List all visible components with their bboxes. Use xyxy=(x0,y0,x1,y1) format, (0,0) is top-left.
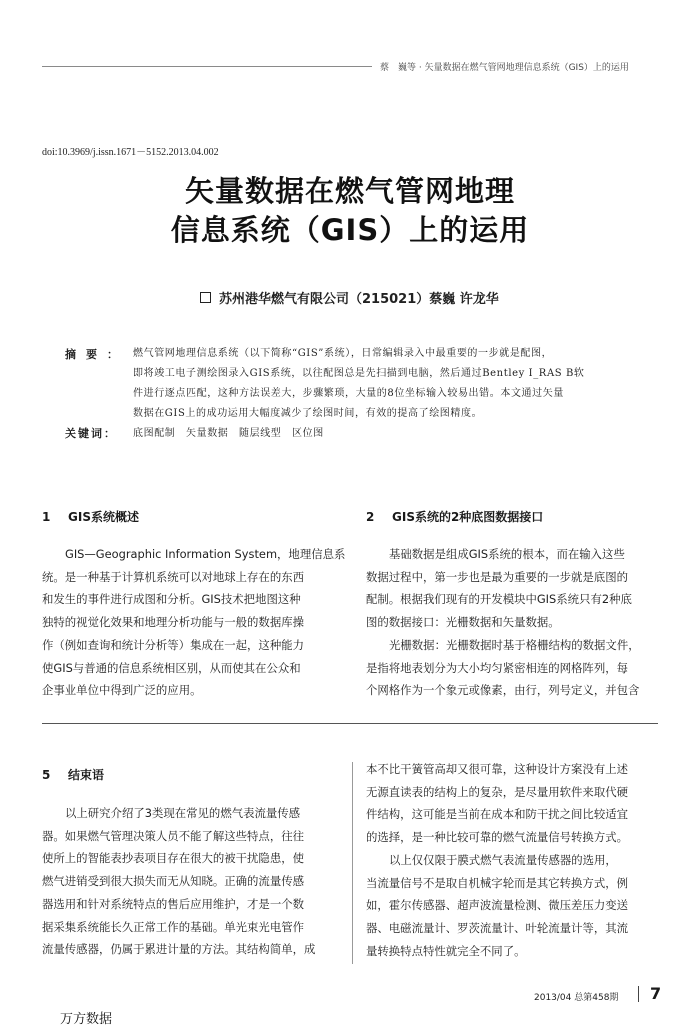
paragraph-line: 本不比干簧管高却又很可靠，这种设计方案没有上述 xyxy=(366,762,628,776)
doi-text[interactable]: doi:10.3969/j.issn.1671－5152.2013.04.002 xyxy=(42,147,219,158)
abstract-label: 摘要： xyxy=(65,348,128,361)
paragraph-line: 件结构，这可能是当前在成本和防干扰之间比较适宜 xyxy=(366,807,628,822)
paragraph-line: 据采集系统能长久正常工作的基础。单光束光电管作 xyxy=(42,919,304,934)
author-affiliation xyxy=(200,288,499,307)
paragraph-line: 器。如果燃气管理决策人员不能了解这些特点，往往 xyxy=(42,828,304,843)
section-1-heading xyxy=(42,508,139,525)
conclusion-continued xyxy=(366,758,662,962)
paragraph-line: 个网格作为一个象元或像素，由行，列号定义，并包含 xyxy=(366,683,640,698)
paragraph-line: 如，霍尔传感器、超声波流量检测、微压差压力变送 xyxy=(366,898,628,913)
paragraph-line: GIS—Geographic Information System，地理信息系 xyxy=(65,547,346,561)
paragraph-line: 流量传感器，仍属于累进计量的方法。其结构简单，成 xyxy=(42,942,316,957)
paragraph-line: 企事业单位中得到广泛的应用。 xyxy=(42,683,202,698)
abstract-line: 燃气管网地理信息系统（以下简称“GIS”系统），日常编辑录入中最重要的一步就是配图， xyxy=(133,348,553,359)
section-number: 1 xyxy=(42,510,51,524)
section-5-heading xyxy=(42,766,104,783)
paragraph-line: 光栅数据：光栅数据时基于格栅结构的数据文件， xyxy=(389,637,640,652)
paragraph-line: 器选用和针对系统特点的售后应用维护，才是一个数 xyxy=(42,896,304,911)
title-line-1: 矢量数据在燃气管网地理 xyxy=(184,174,515,208)
paragraph-line: 的选择，是一种比较可靠的燃气流量信号转换方式。 xyxy=(366,830,628,845)
affiliation-text: 苏州港华燃气有限公司（215021）蔡巍 许龙华 xyxy=(219,292,499,307)
section-2-body xyxy=(366,543,662,702)
paragraph-line: 配制。根据我们现有的开发模块中GIS系统只有2种底 xyxy=(366,592,632,607)
title-line-2: 信息系统（GIS）上的运用 xyxy=(170,213,530,247)
paragraph-line: 是指将地表划分为大小均匀紧密相连的网格阵列，每 xyxy=(366,660,628,675)
keywords-label: 关键词： xyxy=(65,427,117,440)
paragraph-line: 和发生的事件进行成图和分析。GIS技术把地图这种 xyxy=(42,592,301,607)
issue-info: 2013/04 总第458期 xyxy=(534,993,619,1003)
abstract-body xyxy=(133,344,653,424)
paragraph-line: 器、电磁流量计、罗茨流量计、叶轮流量计等，其流 xyxy=(366,920,628,935)
paragraph-line: 无源直读表的结构上的复杂，是尽量用软件来取代硬 xyxy=(366,784,628,799)
footer-separator xyxy=(638,986,639,1002)
column-separator xyxy=(352,762,353,964)
section-number: 2 xyxy=(366,510,375,524)
paragraph-line: 统。是一种基于计算机系统可以对地球上存在的东西 xyxy=(42,569,304,584)
paragraph-line: 数据过程中，第一步也是最为重要的一步就是底图的 xyxy=(366,569,628,584)
paragraph-line: 使所上的智能表抄表项目存在很大的被干扰隐患，使 xyxy=(42,851,304,866)
watermark-text: 万方数据 xyxy=(60,1012,113,1027)
page-number: 7 xyxy=(650,984,662,1003)
header-rule xyxy=(42,66,372,67)
paragraph-line: 使GIS与普通的信息系统相区别，从而使其在公众和 xyxy=(42,660,301,675)
paragraph-line: 量转换特点特性就完全不同了。 xyxy=(366,943,526,958)
abstract-line: 即将竣工电子测绘图录入GIS系统，以往配图总是先扫描到电脑，然后通过Bentley I_RAS B软 xyxy=(133,368,585,379)
paragraph-line: 以上仅仅限于膜式燃气表流量传感器的选用， xyxy=(389,852,617,867)
section-1-body xyxy=(42,543,344,702)
paragraph-line: 以上研究介绍了3类现在常见的燃气表流量传感 xyxy=(65,806,301,820)
article-title xyxy=(0,172,700,250)
abstract-line: 数据在GIS上的成功运用大幅度减少了绘图时间，有效的提高了绘图精度。 xyxy=(133,408,483,419)
paragraph-line: 独特的视觉化效果和地理分析功能与一般的数据库操 xyxy=(42,615,304,630)
abstract-line: 件进行逐点匹配，这种方法误差大，步骤繁琐，大量的8位坐标输入较易出错。本文通过矢量 xyxy=(133,388,564,399)
square-marker-icon xyxy=(200,292,211,303)
section-2-heading xyxy=(366,508,543,525)
paragraph-line: 图的数据接口：光栅数据和矢量数据。 xyxy=(366,615,560,630)
section-title: GIS系统概述 xyxy=(68,510,139,524)
section-divider xyxy=(42,723,658,724)
section-5-body xyxy=(42,802,344,961)
section-title: 结束语 xyxy=(68,768,105,782)
keywords-text: 底图配制 矢量数据 随层线型 区位图 xyxy=(133,428,324,439)
paragraph-line: 燃气进销受到很大损失而无从知晓。正确的流量传感 xyxy=(42,874,304,889)
paragraph-line: 当流量信号不是取自机械字轮而是其它转换方式，例 xyxy=(366,875,628,890)
section-title: GIS系统的2种底图数据接口 xyxy=(392,510,544,524)
section-number: 5 xyxy=(42,768,51,782)
running-header: 蔡 巍等 · 矢量数据在燃气管网地理信息系统（GIS）上的运用 xyxy=(380,63,629,73)
paragraph-line: 作（例如查询和统计分析等）集成在一起，这种能力 xyxy=(42,637,304,652)
paragraph-line: 基础数据是组成GIS系统的根本，而在输入这些 xyxy=(389,547,625,561)
